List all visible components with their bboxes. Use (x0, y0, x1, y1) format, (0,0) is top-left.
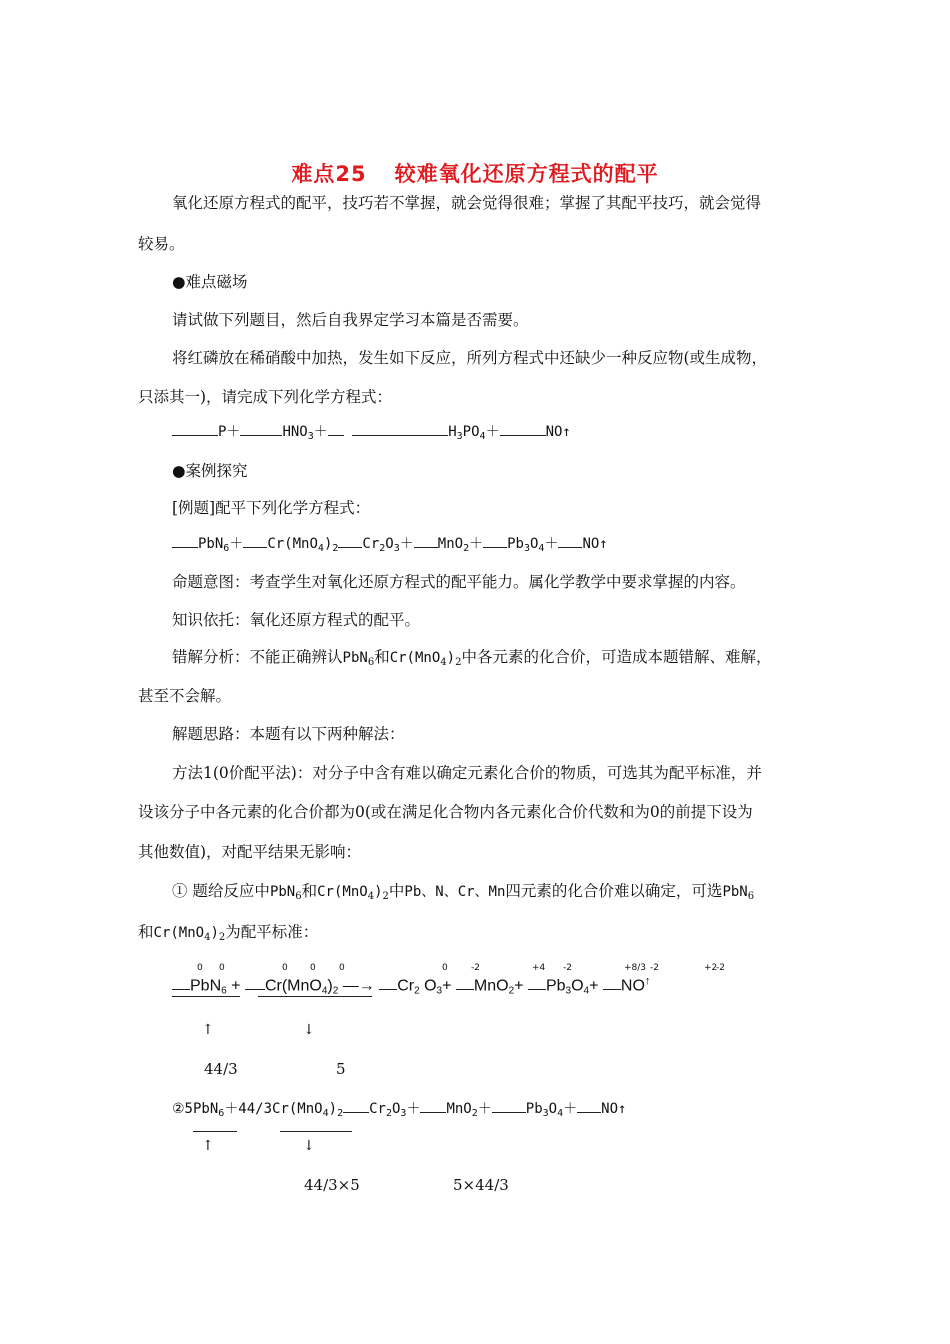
intro-line-1: 氧化还原方程式的配平，技巧若不掌握，就会觉得很难；掌握了其配平技巧，就会觉得 (172, 194, 762, 212)
page-title: 难点25 较难氧化还原方程式的配平 (291, 162, 659, 186)
intro-line-2: 较易。 (138, 235, 185, 253)
underline (172, 996, 240, 997)
paragraph: 方法1(0价配平法)：对分子中含有难以确定元素化合价的物质，可选其为配平标准，并 (172, 764, 762, 782)
example-label: [例题]配平下列化学方程式： (172, 499, 371, 517)
paragraph: ① 题给反应中PbN$_6$和$Cr(MnO_4)_2$中Pb、N、Cr、Mn四元素的化合价难以确定，可选PbN$_6$ (172, 882, 755, 902)
electron-count: 44/3×5 (304, 1176, 360, 1194)
electron-count: 5×44/3 (453, 1176, 509, 1194)
oxidation-state: -2 (716, 963, 725, 973)
underline (193, 1131, 237, 1132)
underline (258, 996, 372, 997)
paragraph: 解题思路：本题有以下两种解法： (172, 725, 405, 743)
up-arrow-icon: ↑ (202, 1138, 214, 1154)
paragraph: 将红磷放在稀硝酸中加热，发生如下反应，所列方程式中还缺少一种反应物(或生成物， (172, 349, 768, 367)
electron-count: 5 (336, 1060, 346, 1078)
underline (280, 1131, 352, 1132)
oxidation-state: 0 (197, 963, 203, 973)
paragraph: 错解分析：不能正确辨认PbN$_6$和$Cr(MnO_4)_2$中各元素的化合价，可造成本题错解、难解， (172, 648, 772, 668)
up-arrow-icon: ↑ (202, 1022, 214, 1038)
equation-1: $P+ HNO_3+ H_3PO_4+$ NO↑ (172, 421, 571, 443)
paragraph: 只添其一)，请完成下列化学方程式： (138, 388, 393, 406)
paragraph: 甚至不会解。 (138, 687, 232, 705)
equation-2: $PbN_6+ Cr(MnO_4)_2$ $Cr_2O_3+ MnO_2+ Pb_3O_4+$ NO↑ (172, 533, 608, 555)
oxidation-state: -2 (563, 963, 572, 973)
oxidation-state: +4 (532, 963, 546, 973)
paragraph: 请试做下列题目，然后自我界定学习本篇是否需要。 (172, 311, 529, 329)
oxidation-state: 0 (442, 963, 448, 973)
section-heading-1: ●难点磁场 (172, 273, 248, 291)
oxidation-state: -2 (471, 963, 480, 973)
electron-count: 44/3 (204, 1060, 238, 1078)
paragraph: 知识依托：氧化还原方程式的配平。 (172, 611, 421, 629)
oxidation-state: 0 (282, 963, 288, 973)
down-arrow-icon: ↓ (303, 1138, 315, 1154)
paragraph: 命题意图：考查学生对氧化还原方程式的配平能力。属化学教学中要求掌握的内容。 (172, 573, 746, 591)
paragraph: 设该分子中各元素的化合价都为0(或在满足化合物内各元素化合价代数和为0的前提下设为 (138, 803, 753, 821)
oxidation-state: +2 (704, 963, 718, 973)
equation-3: $PbN_6 + Cr(MnO_4)_2$ —→ $Cr_2$ $O_3+ MnO_2+ Pb_3O_4+ NO^↑$ (172, 975, 650, 995)
equation-4: $②5PbN_6+44/3Cr(MnO_4)_2$ $Cr_2O_3+ MnO_2+ Pb_3O_4+$ NO↑ (172, 1098, 626, 1120)
oxidation-state: +8/3 (624, 963, 647, 973)
paragraph: 其他数值)，对配平结果无影响： (138, 843, 362, 861)
oxidation-state: -2 (650, 963, 659, 973)
oxidation-state: 0 (310, 963, 316, 973)
oxidation-state: 0 (219, 963, 225, 973)
section-heading-2: ●案例探究 (172, 462, 248, 480)
down-arrow-icon: ↓ (303, 1022, 315, 1038)
paragraph: 和$Cr(MnO_4)_2$为配平标准： (138, 923, 319, 943)
oxidation-state: 0 (339, 963, 345, 973)
